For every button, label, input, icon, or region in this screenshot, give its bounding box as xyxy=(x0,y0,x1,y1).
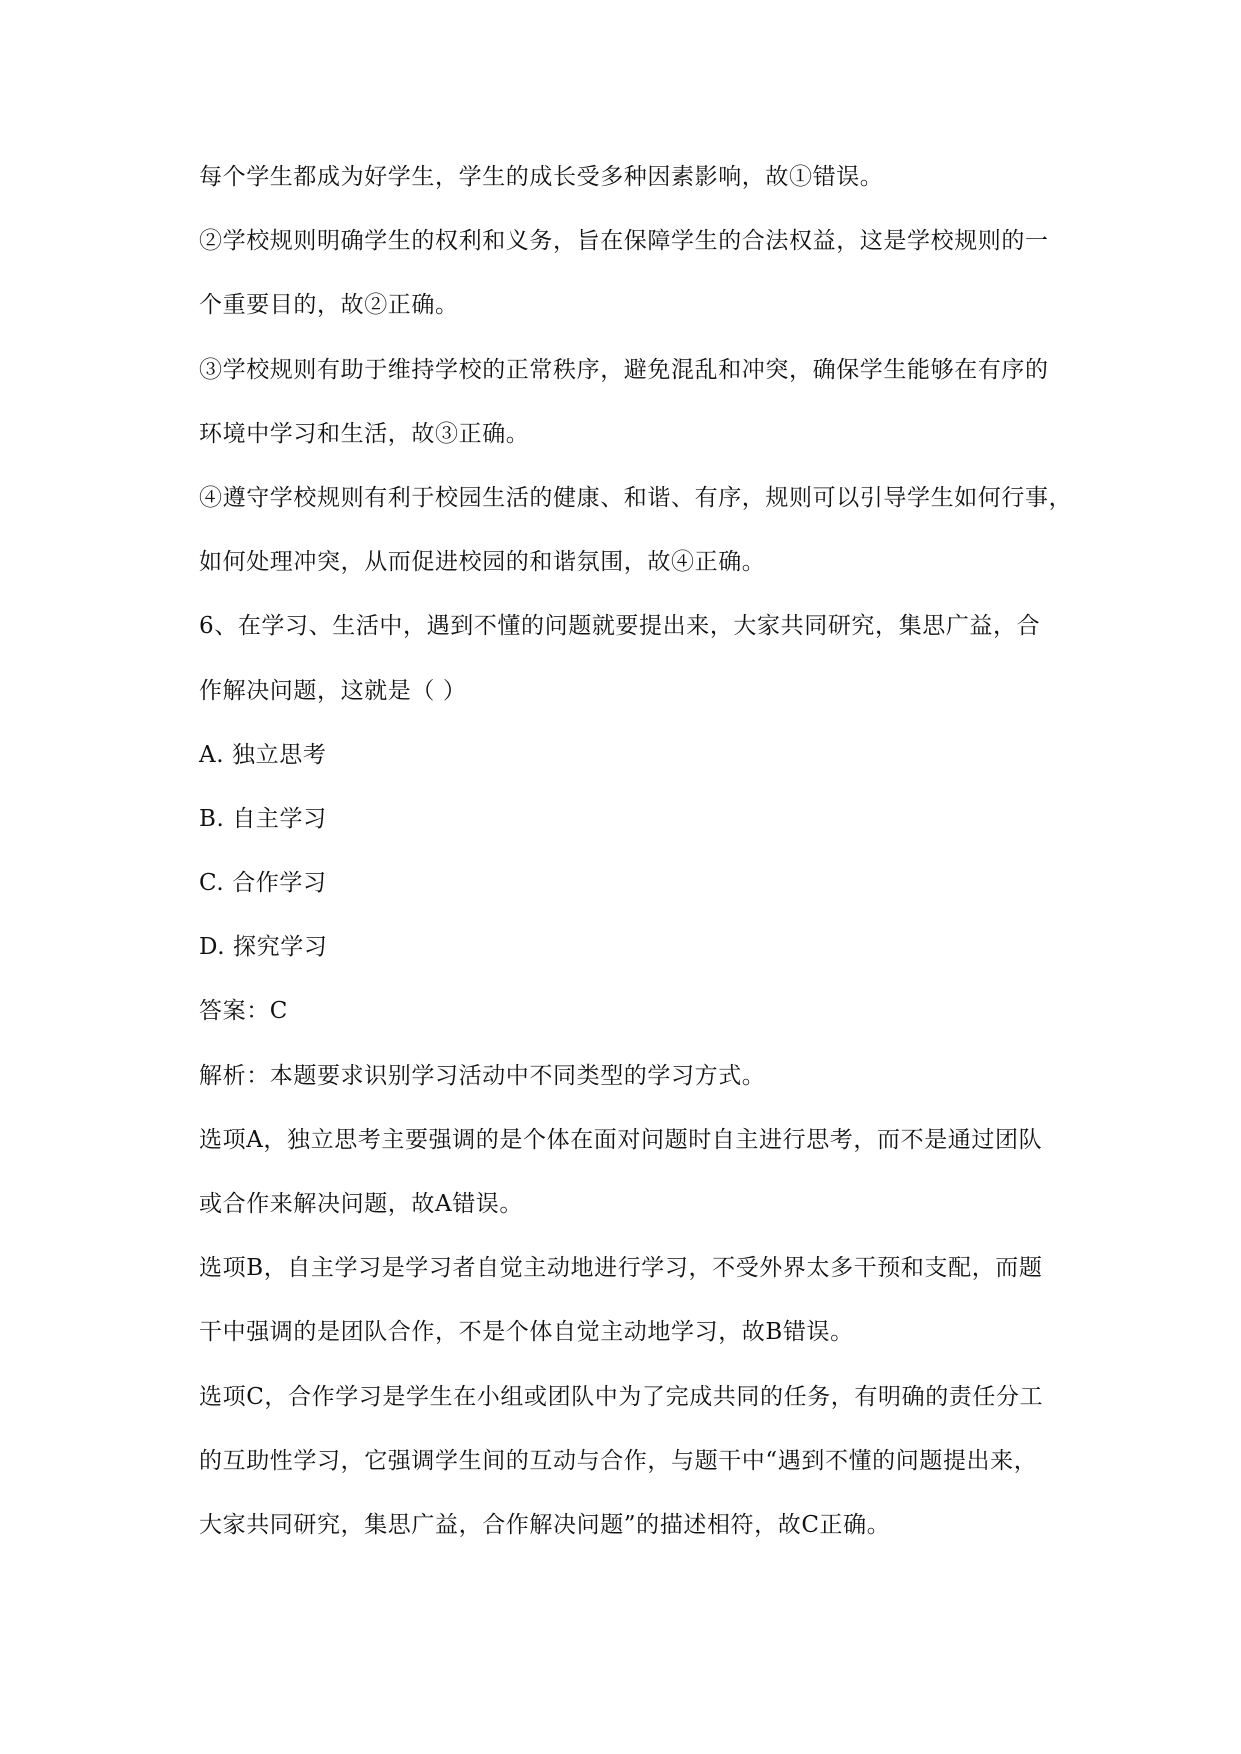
option-c: C. 合作学习 xyxy=(199,870,327,897)
text-line: 如何处理冲突，从而促进校园的和谐氛围，故④正确。 xyxy=(199,549,766,576)
answer-line: 答案：C xyxy=(199,998,288,1025)
question-text: 作解决问题，这就是（ ） xyxy=(199,677,467,704)
text-line: ③学校规则有助于维持学校的正常秩序，避免混乱和冲突，确保学生能够在有序的 xyxy=(199,356,1049,383)
text-line: 每个学生都成为好学生，学生的成长受多种因素影响，故①错误。 xyxy=(199,164,884,190)
question-text: 6、在学习、生活中，遇到不懂的问题就要提出来，大家共同研究，集思广益，合 xyxy=(199,613,1041,640)
text-line: 选项C，合作学习是学生在小组或团队中为了完成共同的任务，有明确的责任分工 xyxy=(199,1383,1044,1410)
option-d: D. 探究学习 xyxy=(199,934,328,961)
document-body xyxy=(199,145,1114,1557)
text-line: 的互助性学习，它强调学生间的互动与合作，与题干中“遇到不懂的问题提出来， xyxy=(199,1447,1038,1474)
text-line: ②学校规则明确学生的权利和义务，旨在保障学生的合法权益，这是学校规则的一 xyxy=(199,228,1049,255)
text-line: 大家共同研究，集思广益，合作解决问题”的描述相符，故C正确。 xyxy=(199,1511,891,1538)
text-line: 选项B，自主学习是学习者自觉主动地进行学习，不受外界太多干预和支配，而题 xyxy=(199,1255,1043,1282)
option-a: A. 独立思考 xyxy=(199,741,327,768)
text-line: 或合作来解决问题，故A错误。 xyxy=(199,1191,524,1217)
option-b: B. 自主学习 xyxy=(199,805,327,832)
text-line: ④遵守学校规则有利于校园生活的健康、和谐、有序，规则可以引导学生如何行事， xyxy=(199,484,1073,511)
text-line: 选项A，独立思考主要强调的是个体在面对问题时自主进行思考，而不是通过团队 xyxy=(199,1126,1043,1153)
text-line: 个重要目的，故②正确。 xyxy=(199,292,459,319)
analysis-line: 解析：本题要求识别学习活动中不同类型的学习方式。 xyxy=(199,1062,766,1089)
text-line: 干中强调的是团队合作，不是个体自觉主动地学习，故B错误。 xyxy=(199,1319,854,1346)
text-line: 环境中学习和生活，故③正确。 xyxy=(199,420,530,447)
